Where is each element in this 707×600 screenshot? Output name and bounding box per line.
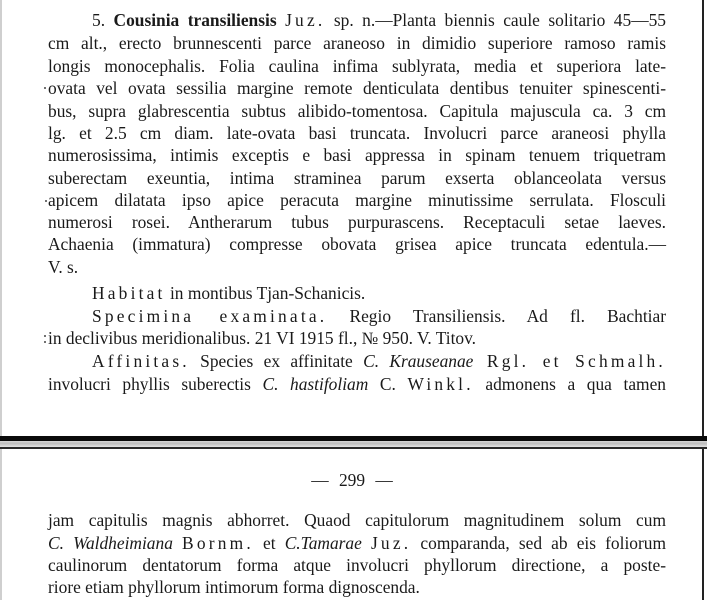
description-line: sp. n.—Planta biennis caule solitario 45—55 xyxy=(325,10,666,30)
scan-speck xyxy=(45,200,47,202)
species-author: Juz. xyxy=(285,10,326,30)
description-line: ovata vel ovata sessilia margine remote denticulata dentibus tenuiter spinescenti- xyxy=(48,78,666,98)
description-line: V. s. xyxy=(48,257,79,277)
specimina-label: Specimina examinata. xyxy=(92,306,328,326)
taxon-author: Juz. xyxy=(370,533,412,553)
scan-speck xyxy=(44,87,46,89)
habitat-paragraph xyxy=(92,282,666,304)
description-line: numerosi rosei. Antherarum tubus purpurascens. Receptaculi setae laeves. xyxy=(48,212,666,232)
affinitas-text: involucri phyllis suberectis xyxy=(48,374,263,394)
description-line: suberectam exeuntia, intima straminea parum exserta oblanceolata versus xyxy=(48,168,666,188)
description-line: bus, supra glabrescentia subtus alibido-tomentosa. Capitula majuscula ca. 3 cm xyxy=(48,101,666,121)
scan-speck xyxy=(44,335,46,337)
habitat-text: in montibus Tjan-Schanicis. xyxy=(165,283,366,303)
scan-speck xyxy=(44,341,46,343)
specimina-paragraph xyxy=(92,305,666,327)
entry-heading-line xyxy=(92,9,666,31)
continuation-text: et xyxy=(253,533,285,553)
taxon-author: Winkl. xyxy=(407,374,474,394)
continuation-line: caulinorum dentatorum forma atque involucri phyllorum directione, a poste- xyxy=(48,555,666,575)
taxon-name: C. Krauseanae xyxy=(363,351,474,371)
affinitas-label: Affinitas. xyxy=(92,351,190,371)
affinitas-text: Species ex affinitate xyxy=(189,351,364,371)
affinitas-text: C. xyxy=(368,374,408,394)
description-line: apicem dilatata ipso apice peracuta margine minutissime serrulata. Flosculi xyxy=(48,190,666,210)
affinitas-paragraph xyxy=(92,350,666,372)
taxon-name: C. hastifoliam xyxy=(262,374,369,394)
taxon-author: Rgl. et Schmalh. xyxy=(473,351,666,371)
description-line: longis monocephalis. Folia caulina infima sublyrata, media et superiora late- xyxy=(48,56,666,76)
continuation-line: jam capitulis magnis abhorret. Quaod capitulorum magnitudinem solum cum xyxy=(48,510,666,530)
continuation-line: riore etiam phyllorum intimorum forma dignoscenda. xyxy=(48,577,420,597)
species-name: Cousinia transiliensis xyxy=(113,10,277,30)
taxon-name: C. Waldheimiana xyxy=(48,533,173,553)
affinitas-line-2 xyxy=(48,373,666,395)
taxon-name: C.Tamarae xyxy=(284,533,362,553)
taxon-author: Bornm. xyxy=(182,533,254,553)
page-number: — 299 — xyxy=(311,470,393,490)
specimina-text: Regio Transiliensis. Ad fl. Bachtiar xyxy=(327,306,666,326)
description-line: numerosissima, intimis exceptis e basi appressa in spinam tenuem triquetram xyxy=(48,145,666,165)
description-line: lg. et 2.5 cm diam. late-ovata basi truncata. Involucri parce araneosi phylla xyxy=(48,123,666,143)
description-line: Achaenia (immatura) compresse obovata grisea apice truncata edentula.— xyxy=(48,234,666,254)
continuation-line xyxy=(48,532,666,554)
affinitas-text: admonens a qua tamen xyxy=(473,374,666,394)
habitat-label: Habitat xyxy=(92,283,166,303)
continuation-text: comparanda, sed ab eis foliorum xyxy=(411,533,666,553)
description-line: cm alt., erecto brunnescenti parce araneoso in dimidio superiore ramoso ramis xyxy=(48,33,666,53)
entry-number: 5. xyxy=(92,10,106,30)
specimina-line-2: in declivibus meridionalibus. 21 VI 1915 fl., № 950. V. Titov. xyxy=(48,328,477,348)
